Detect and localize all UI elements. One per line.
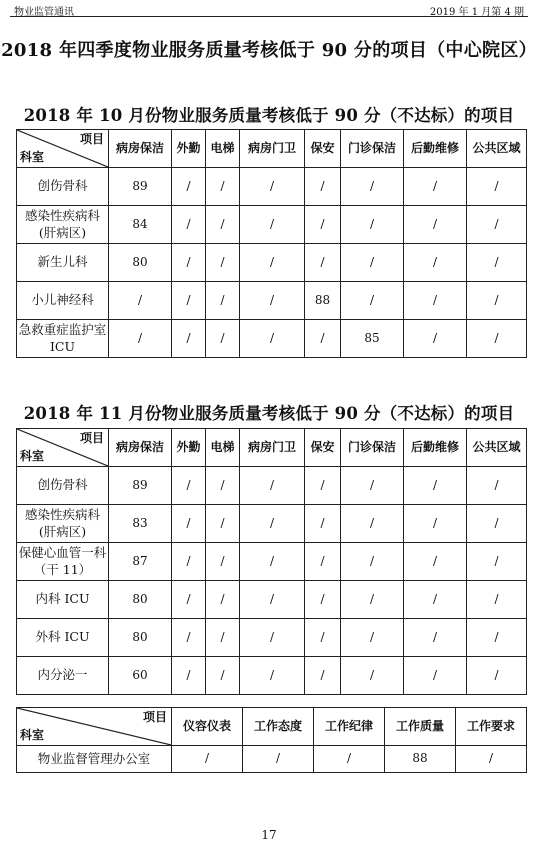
score-cell: /: [305, 619, 341, 657]
october-assessment-table: [16, 129, 527, 358]
score-cell: 80: [109, 619, 172, 657]
score-cell: /: [172, 746, 243, 773]
score-cell: /: [404, 282, 467, 320]
score-cell: /: [206, 505, 240, 543]
department-cell: 内科 ICU: [17, 581, 109, 619]
score-cell: /: [206, 581, 240, 619]
score-cell: /: [240, 467, 305, 505]
corner-dept-label: 科室: [20, 728, 45, 743]
score-cell: /: [467, 320, 527, 358]
column-header: 外勤: [172, 130, 206, 168]
table-row: [17, 619, 527, 657]
column-header: 电梯: [206, 429, 240, 467]
table-row: [17, 467, 527, 505]
column-header: 工作态度: [243, 708, 314, 746]
score-cell: /: [172, 657, 206, 695]
score-cell: /: [305, 581, 341, 619]
column-header: 病房门卫: [240, 130, 305, 168]
header-divider: [10, 16, 528, 17]
score-cell: /: [404, 320, 467, 358]
table-row: [17, 206, 527, 244]
score-cell: 88: [305, 282, 341, 320]
score-cell: /: [467, 657, 527, 695]
department-cell: 新生儿科: [17, 244, 109, 282]
column-header: 工作质量: [385, 708, 456, 746]
header-row: [17, 130, 527, 168]
score-cell: /: [240, 543, 305, 581]
score-cell: /: [467, 619, 527, 657]
november-section-title: 2018 年 11 月份物业服务质量考核低于 90 分（不达标）的项目: [23, 404, 515, 423]
score-cell: /: [172, 168, 206, 206]
score-cell: /: [404, 505, 467, 543]
column-header: 门诊保洁: [341, 130, 404, 168]
column-header: 病房保洁: [109, 429, 172, 467]
score-cell: /: [109, 282, 172, 320]
score-cell: /: [305, 320, 341, 358]
score-cell: /: [341, 244, 404, 282]
score-cell: /: [404, 467, 467, 505]
score-cell: /: [206, 244, 240, 282]
score-cell: /: [172, 467, 206, 505]
score-cell: /: [305, 244, 341, 282]
score-cell: /: [206, 467, 240, 505]
department-cell: 内分泌一: [17, 657, 109, 695]
department-cell: 物业监督管理办公室: [17, 746, 172, 773]
score-cell: /: [172, 619, 206, 657]
column-header: 外勤: [172, 429, 206, 467]
score-cell: /: [172, 543, 206, 581]
department-cell: 保健心血管一科（干 11）: [17, 543, 109, 581]
corner-item-label: 项目: [142, 710, 167, 724]
score-cell: /: [404, 581, 467, 619]
column-header: 公共区域: [467, 130, 527, 168]
header-row: [17, 708, 527, 746]
score-cell: 85: [341, 320, 404, 358]
score-cell: /: [341, 543, 404, 581]
department-cell: 创伤骨科: [17, 168, 109, 206]
department-cell: 外科 ICU: [17, 619, 109, 657]
score-cell: /: [456, 746, 527, 773]
score-cell: /: [404, 657, 467, 695]
corner-header-cell: [17, 130, 109, 168]
column-header: 病房门卫: [240, 429, 305, 467]
page-header: [10, 2, 528, 16]
score-cell: /: [172, 282, 206, 320]
score-cell: /: [206, 282, 240, 320]
score-cell: /: [467, 168, 527, 206]
score-cell: /: [341, 619, 404, 657]
score-cell: /: [240, 581, 305, 619]
table-row: [17, 168, 527, 206]
table-row: [17, 320, 527, 358]
column-header: 后勤维修: [404, 130, 467, 168]
department-cell: 感染性疾病科(肝病区): [17, 206, 109, 244]
november-assessment-table: [16, 428, 527, 695]
score-cell: /: [404, 206, 467, 244]
page-title: 2018 年四季度物业服务质量考核低于 90 分的项目（中心院区）: [1, 40, 537, 61]
score-cell: /: [172, 206, 206, 244]
score-cell: /: [240, 282, 305, 320]
score-cell: /: [314, 746, 385, 773]
table-row: [17, 543, 527, 581]
score-cell: /: [305, 467, 341, 505]
score-cell: /: [305, 505, 341, 543]
column-header: 保安: [305, 130, 341, 168]
score-cell: /: [305, 657, 341, 695]
score-cell: /: [341, 282, 404, 320]
score-cell: /: [206, 543, 240, 581]
score-cell: /: [240, 320, 305, 358]
column-header: 电梯: [206, 130, 240, 168]
table-row: [17, 244, 527, 282]
issue-date: 2019 年 1 月第 4 期: [429, 7, 524, 18]
score-cell: 80: [109, 581, 172, 619]
score-cell: /: [206, 619, 240, 657]
score-cell: /: [240, 206, 305, 244]
score-cell: /: [305, 206, 341, 244]
page-number: 17: [261, 828, 277, 842]
corner-item-label: 项目: [79, 431, 104, 445]
score-cell: /: [467, 467, 527, 505]
column-header: 保安: [305, 429, 341, 467]
header-row: [17, 429, 527, 467]
column-header: 病房保洁: [109, 130, 172, 168]
department-cell: 感染性疾病科(肝病区): [17, 505, 109, 543]
score-cell: /: [206, 206, 240, 244]
column-header: 后勤维修: [404, 429, 467, 467]
score-cell: /: [206, 168, 240, 206]
score-cell: /: [206, 657, 240, 695]
score-cell: 89: [109, 467, 172, 505]
publication-name: 物业监管通讯: [14, 7, 74, 18]
score-cell: /: [467, 244, 527, 282]
score-cell: /: [467, 282, 527, 320]
column-header: 门诊保洁: [341, 429, 404, 467]
score-cell: /: [341, 206, 404, 244]
score-cell: 80: [109, 244, 172, 282]
score-cell: /: [404, 619, 467, 657]
score-cell: /: [341, 505, 404, 543]
column-header: 仪容仪表: [172, 708, 243, 746]
department-cell: 小儿神经科: [17, 282, 109, 320]
corner-item-label: 项目: [79, 132, 104, 146]
score-cell: /: [404, 168, 467, 206]
table-row: [17, 505, 527, 543]
score-cell: /: [467, 505, 527, 543]
table-row: [17, 657, 527, 695]
score-cell: /: [341, 581, 404, 619]
score-cell: /: [305, 543, 341, 581]
october-section-title: 2018 年 10 月份物业服务质量考核低于 90 分（不达标）的项目: [23, 106, 515, 125]
score-cell: /: [243, 746, 314, 773]
score-cell: /: [341, 168, 404, 206]
score-cell: /: [240, 505, 305, 543]
score-cell: 87: [109, 543, 172, 581]
score-cell: /: [172, 505, 206, 543]
department-cell: 急救重症监护室 ICU: [17, 320, 109, 358]
score-cell: /: [240, 657, 305, 695]
corner-dept-label: 科室: [20, 449, 45, 464]
column-header: 工作要求: [456, 708, 527, 746]
office-assessment-table: [16, 707, 527, 773]
score-cell: /: [341, 467, 404, 505]
corner-header-cell: [17, 708, 172, 746]
table-row: [17, 581, 527, 619]
column-header: 工作纪律: [314, 708, 385, 746]
corner-header-cell: [17, 429, 109, 467]
department-cell: 创伤骨科: [17, 467, 109, 505]
score-cell: 60: [109, 657, 172, 695]
score-cell: /: [240, 619, 305, 657]
score-cell: /: [172, 581, 206, 619]
score-cell: /: [305, 168, 341, 206]
score-cell: /: [467, 581, 527, 619]
score-cell: 88: [385, 746, 456, 773]
score-cell: /: [172, 244, 206, 282]
score-cell: /: [404, 244, 467, 282]
score-cell: 84: [109, 206, 172, 244]
score-cell: /: [109, 320, 172, 358]
score-cell: /: [467, 206, 527, 244]
corner-dept-label: 科室: [20, 150, 45, 165]
table-row: [17, 746, 527, 773]
score-cell: 89: [109, 168, 172, 206]
score-cell: /: [172, 320, 206, 358]
score-cell: 83: [109, 505, 172, 543]
column-header: 公共区域: [467, 429, 527, 467]
score-cell: /: [404, 543, 467, 581]
score-cell: /: [206, 320, 240, 358]
score-cell: /: [240, 168, 305, 206]
score-cell: /: [341, 657, 404, 695]
score-cell: /: [240, 244, 305, 282]
score-cell: /: [467, 543, 527, 581]
table-row: [17, 282, 527, 320]
